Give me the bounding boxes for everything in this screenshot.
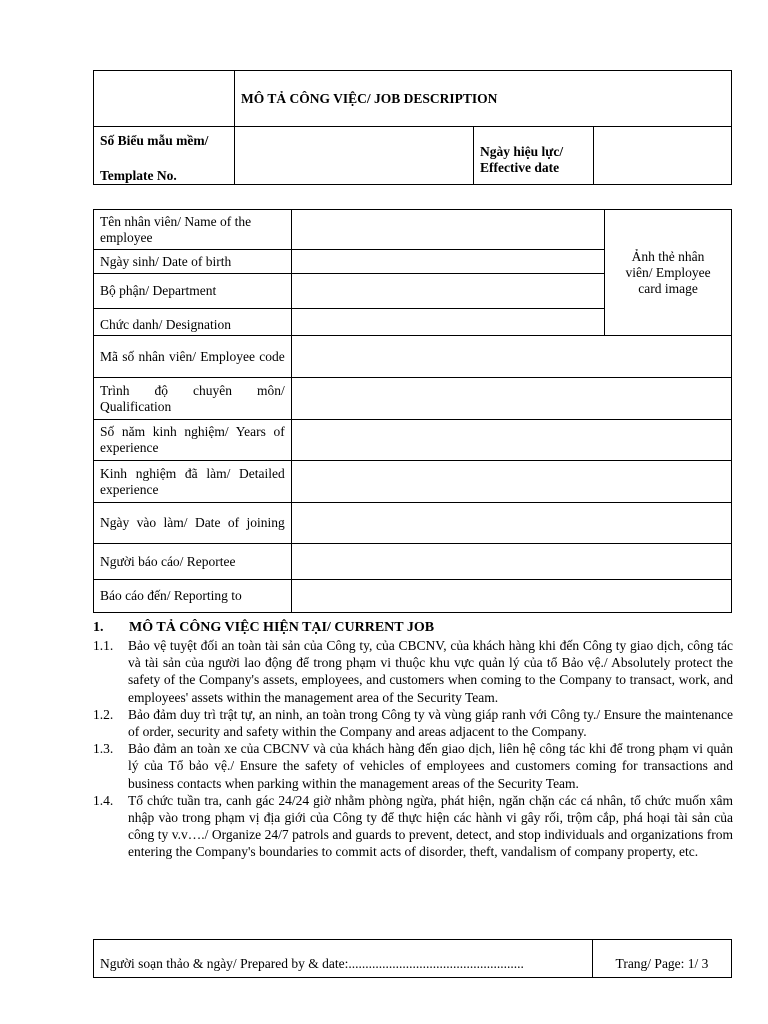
info-label-detailed-experience: Kinh nghiệm đã làm/ Detailed experience <box>94 461 292 503</box>
info-label-qualification: Trình độ chuyên môn/ Qualification <box>94 378 292 420</box>
info-value-reporting-to[interactable] <box>291 580 731 613</box>
info-value-name[interactable] <box>291 210 604 250</box>
template-no-value[interactable] <box>235 127 474 185</box>
info-label-experience-years: Số năm kinh nghiệm/ Years of experience <box>94 420 292 461</box>
info-value-joining-date[interactable] <box>291 503 731 544</box>
info-label-joining-date: Ngày vào làm/ Date of joining <box>94 503 292 544</box>
list-item <box>93 706 733 740</box>
list-item <box>93 792 733 861</box>
header-table <box>93 70 732 185</box>
employee-info-table <box>93 209 732 613</box>
item-number: 1.1. <box>93 638 114 653</box>
item-text: Bảo đảm an toàn xe của CBCNV và của khách hàng đến giao dịch, liên hệ công tác khi để trong phạm vi quản lý của Tổ bảo vệ./ Ensure the safety of vehicles of employees and customers coming for transactions and business contacts when parking within the management areas of the Security Team. <box>128 741 733 791</box>
template-label-vi: Số Biểu mẫu mềm/ <box>100 133 209 148</box>
page-number: Trang/ Page: 1/ 3 <box>593 940 732 978</box>
info-label-employee-code: Mã số nhân viên/ Employee code <box>94 336 292 378</box>
logo-cell <box>94 71 235 127</box>
info-value-employee-code[interactable] <box>291 336 731 378</box>
info-label-department: Bộ phận/ Department <box>94 274 292 309</box>
item-text: Bảo vệ tuyệt đối an toàn tài sản của Công ty, của CBCNV, của khách hàng khi đến Công ty giao dịch, công tác và tài sản của người lao động để trong phạm vi thuộc khu vực quản lý của tổ Bảo vệ./ Absolutely protect the safety of the Company's assets, employees, and customers when coming to the Company to transact, work, and employees' assets within the management area of the Security Team. <box>128 638 733 705</box>
info-label-dob: Ngày sinh/ Date of birth <box>94 250 292 274</box>
info-value-dob[interactable] <box>291 250 604 274</box>
info-label-reportee: Người báo cáo/ Reportee <box>94 544 292 580</box>
photo-cell <box>605 210 732 336</box>
item-text: Bảo đảm duy trì trật tự, an ninh, an toàn trong Công ty và vùng giáp ranh với Công ty./ Ensure the maintenance of order, security and safety within the Company and areas adjacent to the Company. <box>128 706 733 740</box>
prepared-by: Người soạn thảo & ngày/ Prepared by & date:.................................................... <box>94 940 593 978</box>
info-value-reportee[interactable] <box>291 544 731 580</box>
item-number: 1.2. <box>93 706 114 722</box>
template-label-cell <box>94 127 235 185</box>
info-value-detailed-experience[interactable] <box>291 461 731 503</box>
info-value-experience-years[interactable] <box>291 420 731 461</box>
info-value-designation[interactable] <box>291 309 604 336</box>
template-label-en: Template No. <box>100 168 177 183</box>
effective-label-en: Effective date <box>480 159 560 175</box>
item-number: 1.3. <box>93 741 114 757</box>
section-heading <box>93 620 733 636</box>
section-title: MÔ TẢ CÔNG VIỆC HIỆN TẠI/ CURRENT JOB <box>129 620 435 635</box>
item-text: Tổ chức tuần tra, canh gác 24/24 giờ nhằm phòng ngừa, phát hiện, ngăn chặn các cá nhân, tổ chức muốn xâm nhập vào trong phạm vị địa giới của Công ty để thực hiện các hành vi gây rối, trộm cắp, phá hoại tài sản của công ty v.v…./ Organize 24/7 patrols and guards to prevent, detect, and stop individuals and organizations from entering the Company's boundaries to commit acts of disorder, theft, vandalism of company property, etc. <box>128 792 733 860</box>
document-title: MÔ TẢ CÔNG VIỆC/ JOB DESCRIPTION <box>235 71 732 127</box>
duty-list <box>93 637 733 861</box>
section-number: 1. <box>93 620 104 635</box>
info-label-reporting-to: Báo cáo đến/ Reporting to <box>94 580 292 613</box>
info-value-qualification[interactable] <box>291 378 731 420</box>
list-item <box>93 637 733 706</box>
list-item <box>93 740 733 792</box>
footer-table <box>93 939 732 978</box>
item-number: 1.4. <box>93 792 114 808</box>
info-label-designation: Chức danh/ Designation <box>94 309 292 336</box>
effective-date-value[interactable] <box>594 127 732 185</box>
info-value-department[interactable] <box>291 274 604 309</box>
effective-label-vi: Ngày hiệu lực/ <box>480 143 564 159</box>
info-label-name: Tên nhân viên/ Name of the employee <box>94 210 292 250</box>
effective-date-label <box>474 127 594 185</box>
photo-label: Ảnh thẻ nhân viên/ Employee card image <box>625 248 711 296</box>
